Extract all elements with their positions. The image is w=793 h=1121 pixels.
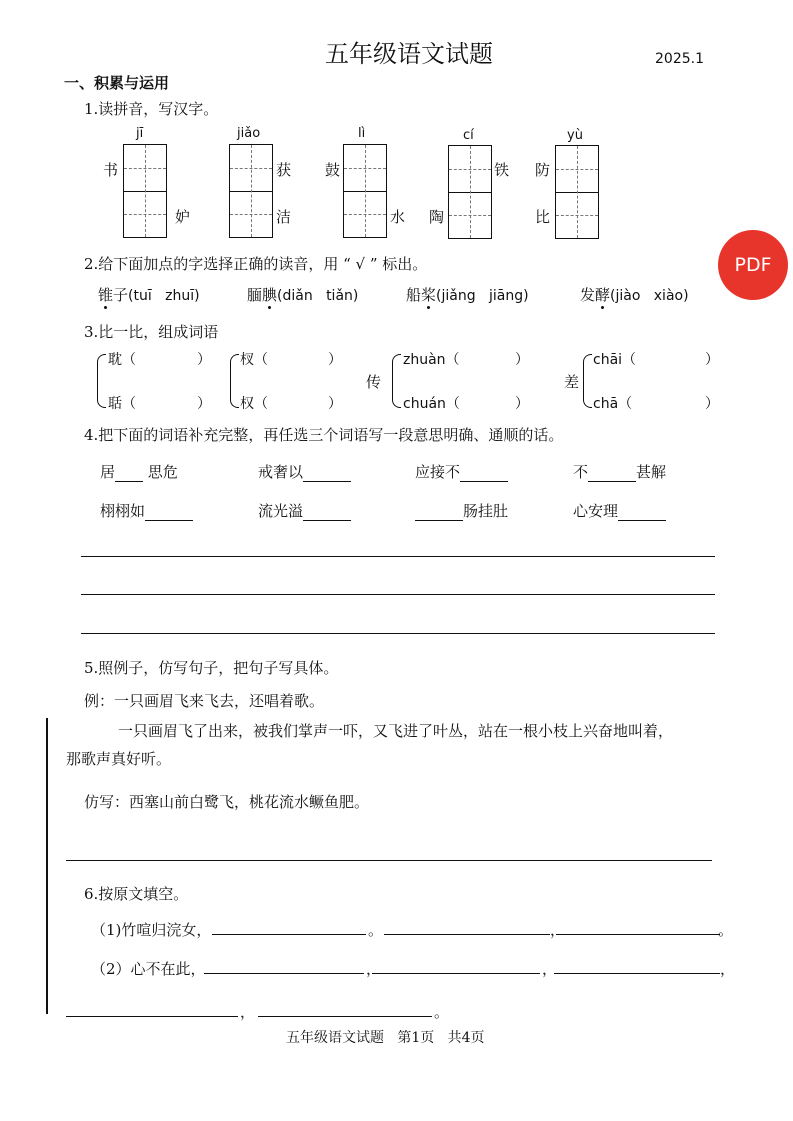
pinyin-1: jī: [136, 126, 144, 141]
polyphone-reading: chāi（: [593, 352, 637, 368]
idiom-blank-1: [100, 461, 178, 482]
idiom-part: 居: [100, 463, 116, 481]
idiom-blank-2: [258, 461, 351, 482]
reading-item-2: [247, 284, 358, 305]
item-char: 船: [406, 286, 422, 304]
brace: [392, 354, 401, 408]
polyphone-reading: zhuàn（: [403, 352, 460, 368]
dotted-char: 桨: [421, 286, 437, 304]
bracket-close: ）: [515, 352, 529, 368]
context-char: 防: [535, 161, 551, 179]
idiom-blank-8: [573, 500, 666, 521]
idiom-part: 流光溢: [258, 502, 304, 520]
punct: ，: [366, 960, 382, 978]
pinyin-options[interactable]: (tuī zhuī): [128, 288, 200, 304]
idiom-part: 戒奢以: [258, 463, 304, 481]
question-1-label: 1.读拼音，写汉字。: [84, 100, 219, 118]
idiom-blank-5: [100, 500, 193, 521]
question-2-label: 2.给下面加点的字选择正确的读音，用 “ √ ” 标出。: [84, 255, 428, 273]
pinyin-3: lì: [358, 126, 366, 141]
question-3-label: 3.比一比，组成词语: [84, 323, 219, 341]
bracket-close: ）: [197, 396, 211, 412]
exam-date: 2025.1: [655, 51, 704, 67]
pinyin-5: yù: [567, 128, 583, 143]
page-title: 五年级语文试题: [325, 40, 493, 68]
brace: [97, 354, 106, 408]
compare-char: 聒（: [108, 396, 136, 412]
punct: ，: [550, 921, 566, 939]
fill-line[interactable]: [554, 973, 720, 974]
context-char: 比: [535, 208, 551, 226]
fill-line[interactable]: [372, 973, 540, 974]
pdf-badge[interactable]: [718, 230, 788, 300]
context-char: 妒: [175, 208, 191, 226]
reading-item-4: [580, 284, 689, 305]
pdf-badge-label: PDF: [734, 254, 772, 276]
fill-line[interactable]: [258, 1016, 432, 1017]
dotted-char: 酵: [595, 286, 611, 304]
blank[interactable]: [618, 506, 666, 521]
item-char: 子: [113, 286, 129, 304]
expanded-sentence-line-2: 那歌声真好听。: [66, 750, 172, 768]
writing-grid-4[interactable]: [448, 145, 492, 239]
binding-line: [46, 718, 48, 1014]
question-5-label: 5.照例子，仿写句子，把句子写具体。: [84, 659, 339, 677]
context-char: 书: [103, 161, 119, 179]
dotted-char: 锥: [98, 286, 114, 304]
compare-char: 权（: [240, 396, 268, 412]
answer-line[interactable]: [81, 556, 715, 557]
blank[interactable]: [145, 506, 193, 521]
bracket-close: ）: [705, 396, 719, 412]
answer-line[interactable]: [81, 594, 715, 595]
idiom-blank-3: [415, 461, 508, 482]
example-sentence: 例：一只画眉飞来飞去，还唱着歌。: [84, 692, 325, 710]
polyphone-reading: chuán（: [403, 396, 460, 412]
pinyin-options[interactable]: (diǎn tiǎn): [277, 288, 359, 304]
context-char: 鼓: [325, 161, 341, 179]
answer-line[interactable]: [66, 860, 712, 861]
blank[interactable]: [115, 467, 143, 482]
section-heading: 一、积累与运用: [64, 74, 170, 92]
item-char: 发: [580, 286, 596, 304]
compare-char: 杈（: [240, 352, 268, 368]
idiom-part: 心安理: [573, 502, 619, 520]
idiom-blank-7: [415, 500, 508, 521]
context-char: 获: [276, 161, 292, 179]
idiom-part: 栩栩如: [100, 502, 146, 520]
fill-line[interactable]: [66, 1016, 238, 1017]
idiom-part: 思危: [147, 463, 178, 481]
punct: 。: [434, 1003, 450, 1021]
question-4-label: 4.把下面的词语补充完整，再任选三个词语写一段意思明确、通顺的话。: [84, 426, 564, 444]
compare-char: 耽（: [108, 352, 136, 368]
fill-line[interactable]: [204, 973, 364, 974]
pinyin-options[interactable]: (jiǎng jiāng): [436, 288, 529, 304]
item-char: 腼: [247, 286, 263, 304]
blank[interactable]: [588, 467, 636, 482]
pinyin-options[interactable]: (jiào xiào): [610, 288, 689, 304]
bracket-close: ）: [515, 396, 529, 412]
context-char: 铁: [494, 161, 510, 179]
idiom-part: 不: [573, 463, 589, 481]
context-char: 水: [390, 208, 406, 226]
writing-grid-2[interactable]: [229, 144, 273, 238]
pinyin-4: cí: [463, 128, 474, 143]
pinyin-2: jiǎo: [237, 126, 261, 141]
fill-line[interactable]: [384, 934, 550, 935]
blank[interactable]: [415, 506, 463, 521]
answer-line[interactable]: [81, 633, 715, 634]
writing-grid-5[interactable]: [555, 145, 599, 239]
polyphone-reading: chā（: [593, 396, 633, 412]
recite-line-2: （2）心不在此，: [91, 960, 206, 978]
blank[interactable]: [303, 467, 351, 482]
punct: ，: [240, 1003, 256, 1021]
writing-grid-3[interactable]: [343, 144, 387, 238]
punct: ，: [542, 960, 558, 978]
reading-item-3: [406, 284, 529, 305]
idiom-part: 甚解: [636, 463, 667, 481]
page-footer: 五年级语文试题 第1页 共4页: [286, 1030, 485, 1046]
polyphone-char: 传: [366, 373, 382, 391]
bracket-close: ）: [705, 352, 719, 368]
idiom-blank-4: [573, 461, 666, 482]
context-char: 陶: [429, 208, 445, 226]
idiom-blank-6: [258, 500, 351, 521]
punct: 。: [368, 921, 384, 939]
brace: [583, 354, 592, 408]
punct: 。: [718, 921, 734, 939]
writing-grid-1[interactable]: [123, 144, 167, 238]
blank[interactable]: [303, 506, 351, 521]
brace: [230, 354, 239, 408]
imitation-prompt: 仿写：西塞山前白鹭飞，桃花流水鳜鱼肥。: [84, 793, 370, 811]
bracket-close: ）: [197, 352, 211, 368]
polyphone-char: 差: [564, 373, 580, 391]
reading-item-1: [98, 284, 200, 305]
bracket-close: ）: [328, 352, 342, 368]
bracket-close: ）: [328, 396, 342, 412]
recite-line-1: （1)竹喧归浣女，: [91, 921, 212, 939]
fill-line[interactable]: [212, 934, 366, 935]
idiom-part: 应接不: [415, 463, 461, 481]
expanded-sentence-line-1: 一只画眉飞了出来，被我们掌声一吓，又飞进了叶丛，站在一根小枝上兴奋地叫着，: [118, 722, 674, 740]
fill-line[interactable]: [556, 934, 720, 935]
question-6-label: 6.按原文填空。: [84, 885, 189, 903]
dotted-char: 腆: [262, 286, 278, 304]
blank[interactable]: [460, 467, 508, 482]
punct: ，: [720, 960, 736, 978]
idiom-part: 肠挂肚: [463, 502, 509, 520]
context-char: 洁: [276, 208, 292, 226]
